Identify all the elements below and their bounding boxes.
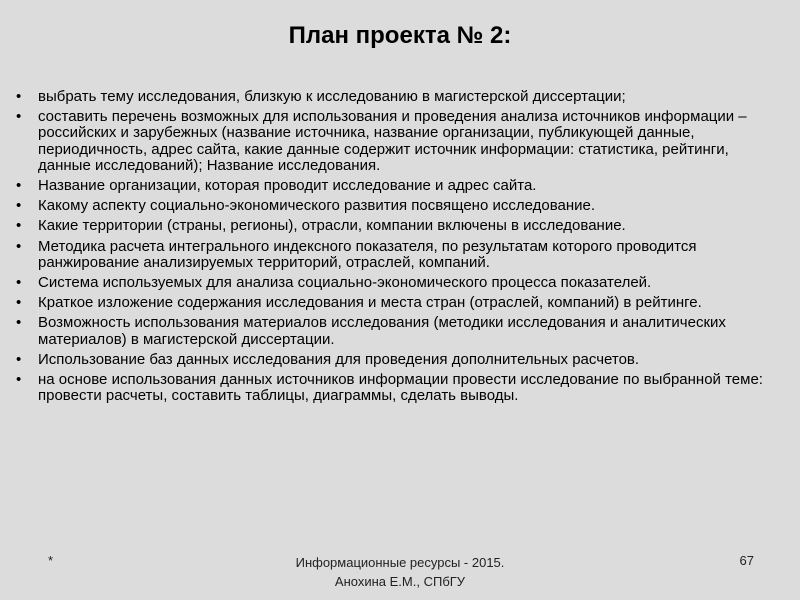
list-item-text: Какие территории (страны, регионы), отрасли, компании включены в исследование.: [38, 217, 626, 235]
list-item-text: составить перечень возможных для использования и проведения анализа источников информации – российских и зарубежных (название источника, название организации, публикующей данные, периодичность, адрес сайта, какие данные содержит источник информации: статистика, рейтинги, данные исследований); Название исследования.: [38, 108, 747, 174]
bullet-icon: •: [16, 177, 22, 195]
bullet-list: [14, 89, 784, 408]
bullet-icon: •: [16, 88, 22, 105]
list-item-text: Методика расчета интегрального индексного показателя, по результатам которого проводится ранжирование анализируемых территорий, отраслей, компаний.: [38, 237, 697, 271]
list-item: [14, 275, 784, 291]
list-item: [14, 218, 784, 234]
bullet-icon: •: [16, 237, 22, 255]
list-item: [14, 109, 784, 174]
bullet-icon: •: [16, 108, 22, 126]
list-item-text: Система используемых для анализа социально-экономического процесса показателей.: [38, 274, 652, 292]
list-item-text: Использование баз данных исследования для проведения дополнительных расчетов.: [38, 350, 640, 368]
bullet-icon: •: [16, 371, 22, 389]
list-item: [14, 295, 784, 311]
footer-credits: [200, 553, 600, 591]
bullet-icon: •: [16, 197, 22, 215]
bullet-icon: •: [16, 274, 22, 292]
list-item-text: выбрать тему исследования, близкую к исследованию в магистерской диссертации;: [38, 88, 626, 105]
bullet-icon: •: [16, 294, 22, 312]
page-number: 67: [739, 553, 754, 568]
list-item: [14, 372, 784, 404]
footer-course-title: Информационные ресурсы - 2015.: [295, 555, 505, 570]
footer-author: Анохина Е.М., СПбГУ: [334, 574, 466, 589]
list-item: [14, 178, 784, 194]
list-item: [14, 198, 784, 214]
list-item: [14, 89, 784, 105]
list-item: [14, 239, 784, 271]
list-item: [14, 315, 784, 347]
list-item-text: Название организации, которая проводит исследование и адрес сайта.: [38, 177, 537, 195]
list-item-text: Краткое изложение содержания исследования и места стран (отраслей, компаний) в рейтинге.: [38, 294, 702, 312]
slide-title: План проекта № 2:: [288, 22, 512, 49]
bullet-icon: •: [16, 350, 22, 368]
list-item-text: на основе использования данных источников информации провести исследование по выбранной теме: провести расчеты, составить таблицы, диаграммы, сделать выводы.: [38, 371, 763, 405]
footer-marker: *: [48, 553, 54, 568]
bullet-icon: •: [16, 217, 22, 235]
bullet-icon: •: [16, 314, 22, 332]
list-item-text: Возможность использования материалов исследования (методики исследования и аналитических материалов) в магистерской диссертации.: [38, 314, 726, 348]
list-item-text: Какому аспекту социально-экономического развития посвящено исследование.: [38, 197, 596, 215]
list-item: [14, 352, 784, 368]
